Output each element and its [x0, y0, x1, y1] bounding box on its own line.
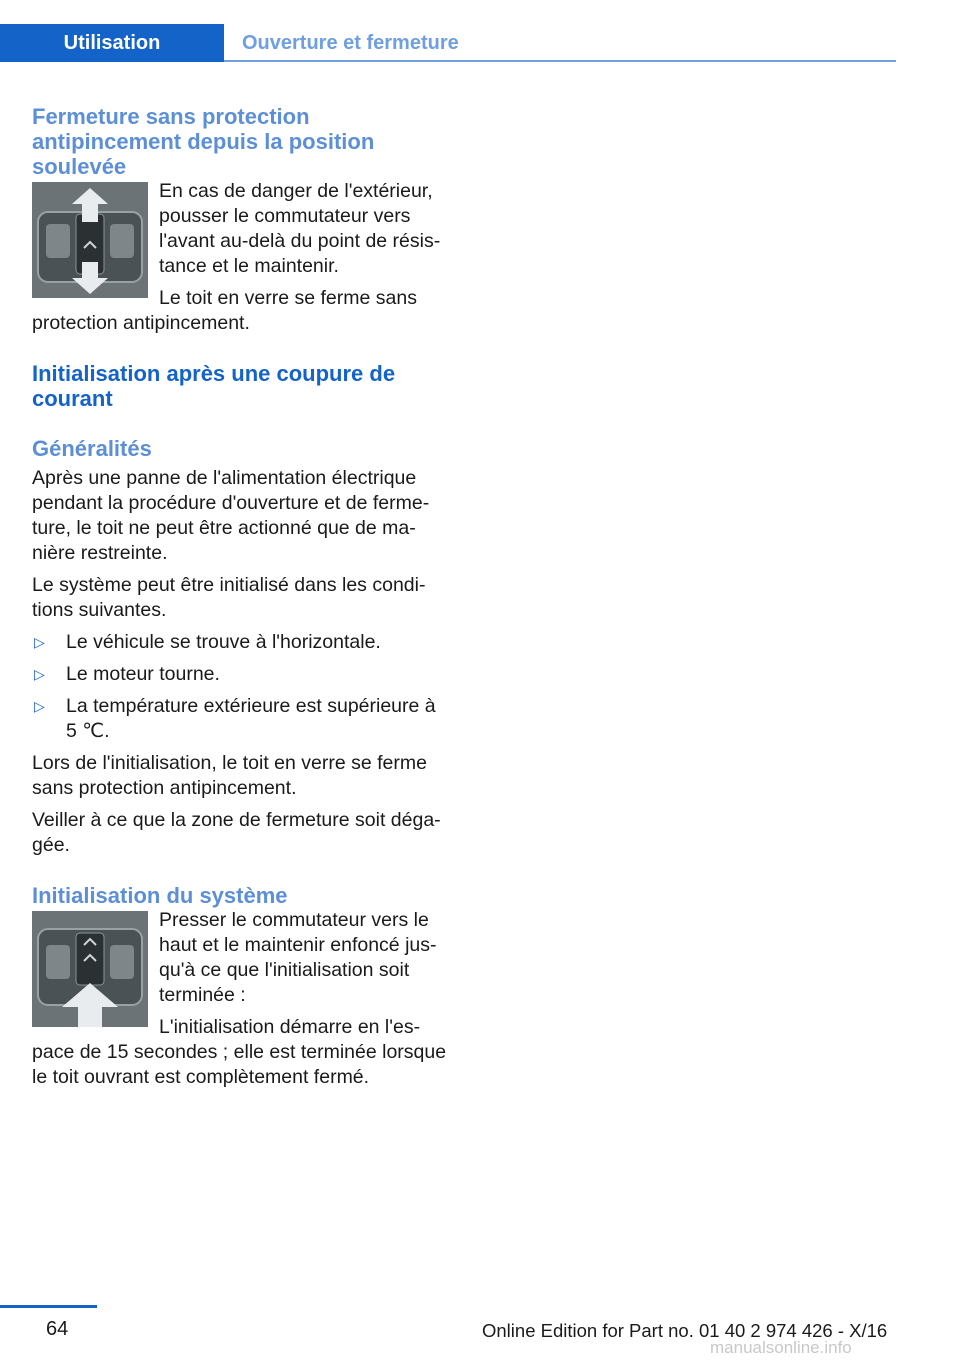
footer-rule: [0, 1305, 97, 1308]
tab-ouverture-fermeture-label: Ouverture et fermeture: [242, 31, 459, 54]
subheading-initialisation-systeme: Initialisation du système: [32, 883, 288, 908]
tab-utilisation: [0, 24, 224, 62]
switch-arrows-up-down-icon: [32, 182, 148, 298]
list-item: ▷ Le moteur tourne.: [34, 663, 220, 685]
page-number: 64: [46, 1318, 69, 1340]
list-item: ▷ La température extérieure est supérieure à 5 ℃.: [34, 695, 436, 742]
header-divider: [224, 60, 896, 62]
triangle-bullet-icon: ▷: [34, 634, 45, 650]
fermeture-text-1: En cas de danger de l'extérieur, pousser le commutateur vers l'avant au-delà du point de résistance et le maintenir.: [159, 180, 441, 277]
generalites-para-4: Veiller à ce que la zone de fermeture soit dégagée.: [32, 809, 441, 856]
subheading-generalites: Généralités: [32, 436, 152, 461]
section-heading-fermeture: Fermeture sans protection antipincement depuis la position soulevée: [32, 104, 375, 179]
generalites-para-1: Après une panne de l'alimentation électrique pendant la procédure d'ouverture et de fermeture, le toit ne peut être actionné que de manière restreinte.: [32, 467, 430, 564]
triangle-bullet-icon: ▷: [34, 698, 45, 714]
edition-note: Online Edition for Part no. 01 40 2 974 426 - X/16: [482, 1320, 888, 1341]
initialisation-text-1: Presser le commutateur vers le haut et le maintenir enfoncé jusqu'à ce que l'initialisation soit terminée :: [159, 909, 437, 1006]
list-item: ▷ Le véhicule se trouve à l'horizontale.: [34, 631, 381, 653]
tab-utilisation-label: Utilisation: [63, 31, 161, 54]
generalites-para-3: Lors de l'initialisation, le toit en verre se ferme sans protection antipincement.: [32, 752, 427, 799]
figure-block-fermeture: [32, 179, 450, 336]
page-header: [0, 0, 896, 62]
fermeture-text-2: Le toit en verre se ferme sans protection antipincement.: [32, 287, 417, 334]
initialisation-text-2: L'initialisation démarre en l'espace de 15 secondes ; elle est terminée lorsque le toit ouvrant est complètement fermé.: [32, 1016, 447, 1088]
switch-arrow-up-icon: [32, 911, 148, 1027]
page-content: [32, 104, 450, 1090]
watermark: manualsonline.info: [710, 1338, 852, 1357]
figure-block-initialisation: [32, 908, 450, 1090]
conditions-list: [32, 630, 450, 744]
tab-ouverture-fermeture: [224, 24, 459, 62]
triangle-bullet-icon: ▷: [34, 666, 45, 682]
generalites-para-2: Le système peut être initialisé dans les conditions suivantes.: [32, 574, 426, 621]
section-heading-initialisation: Initialisation après une coupure de courant: [32, 361, 396, 411]
